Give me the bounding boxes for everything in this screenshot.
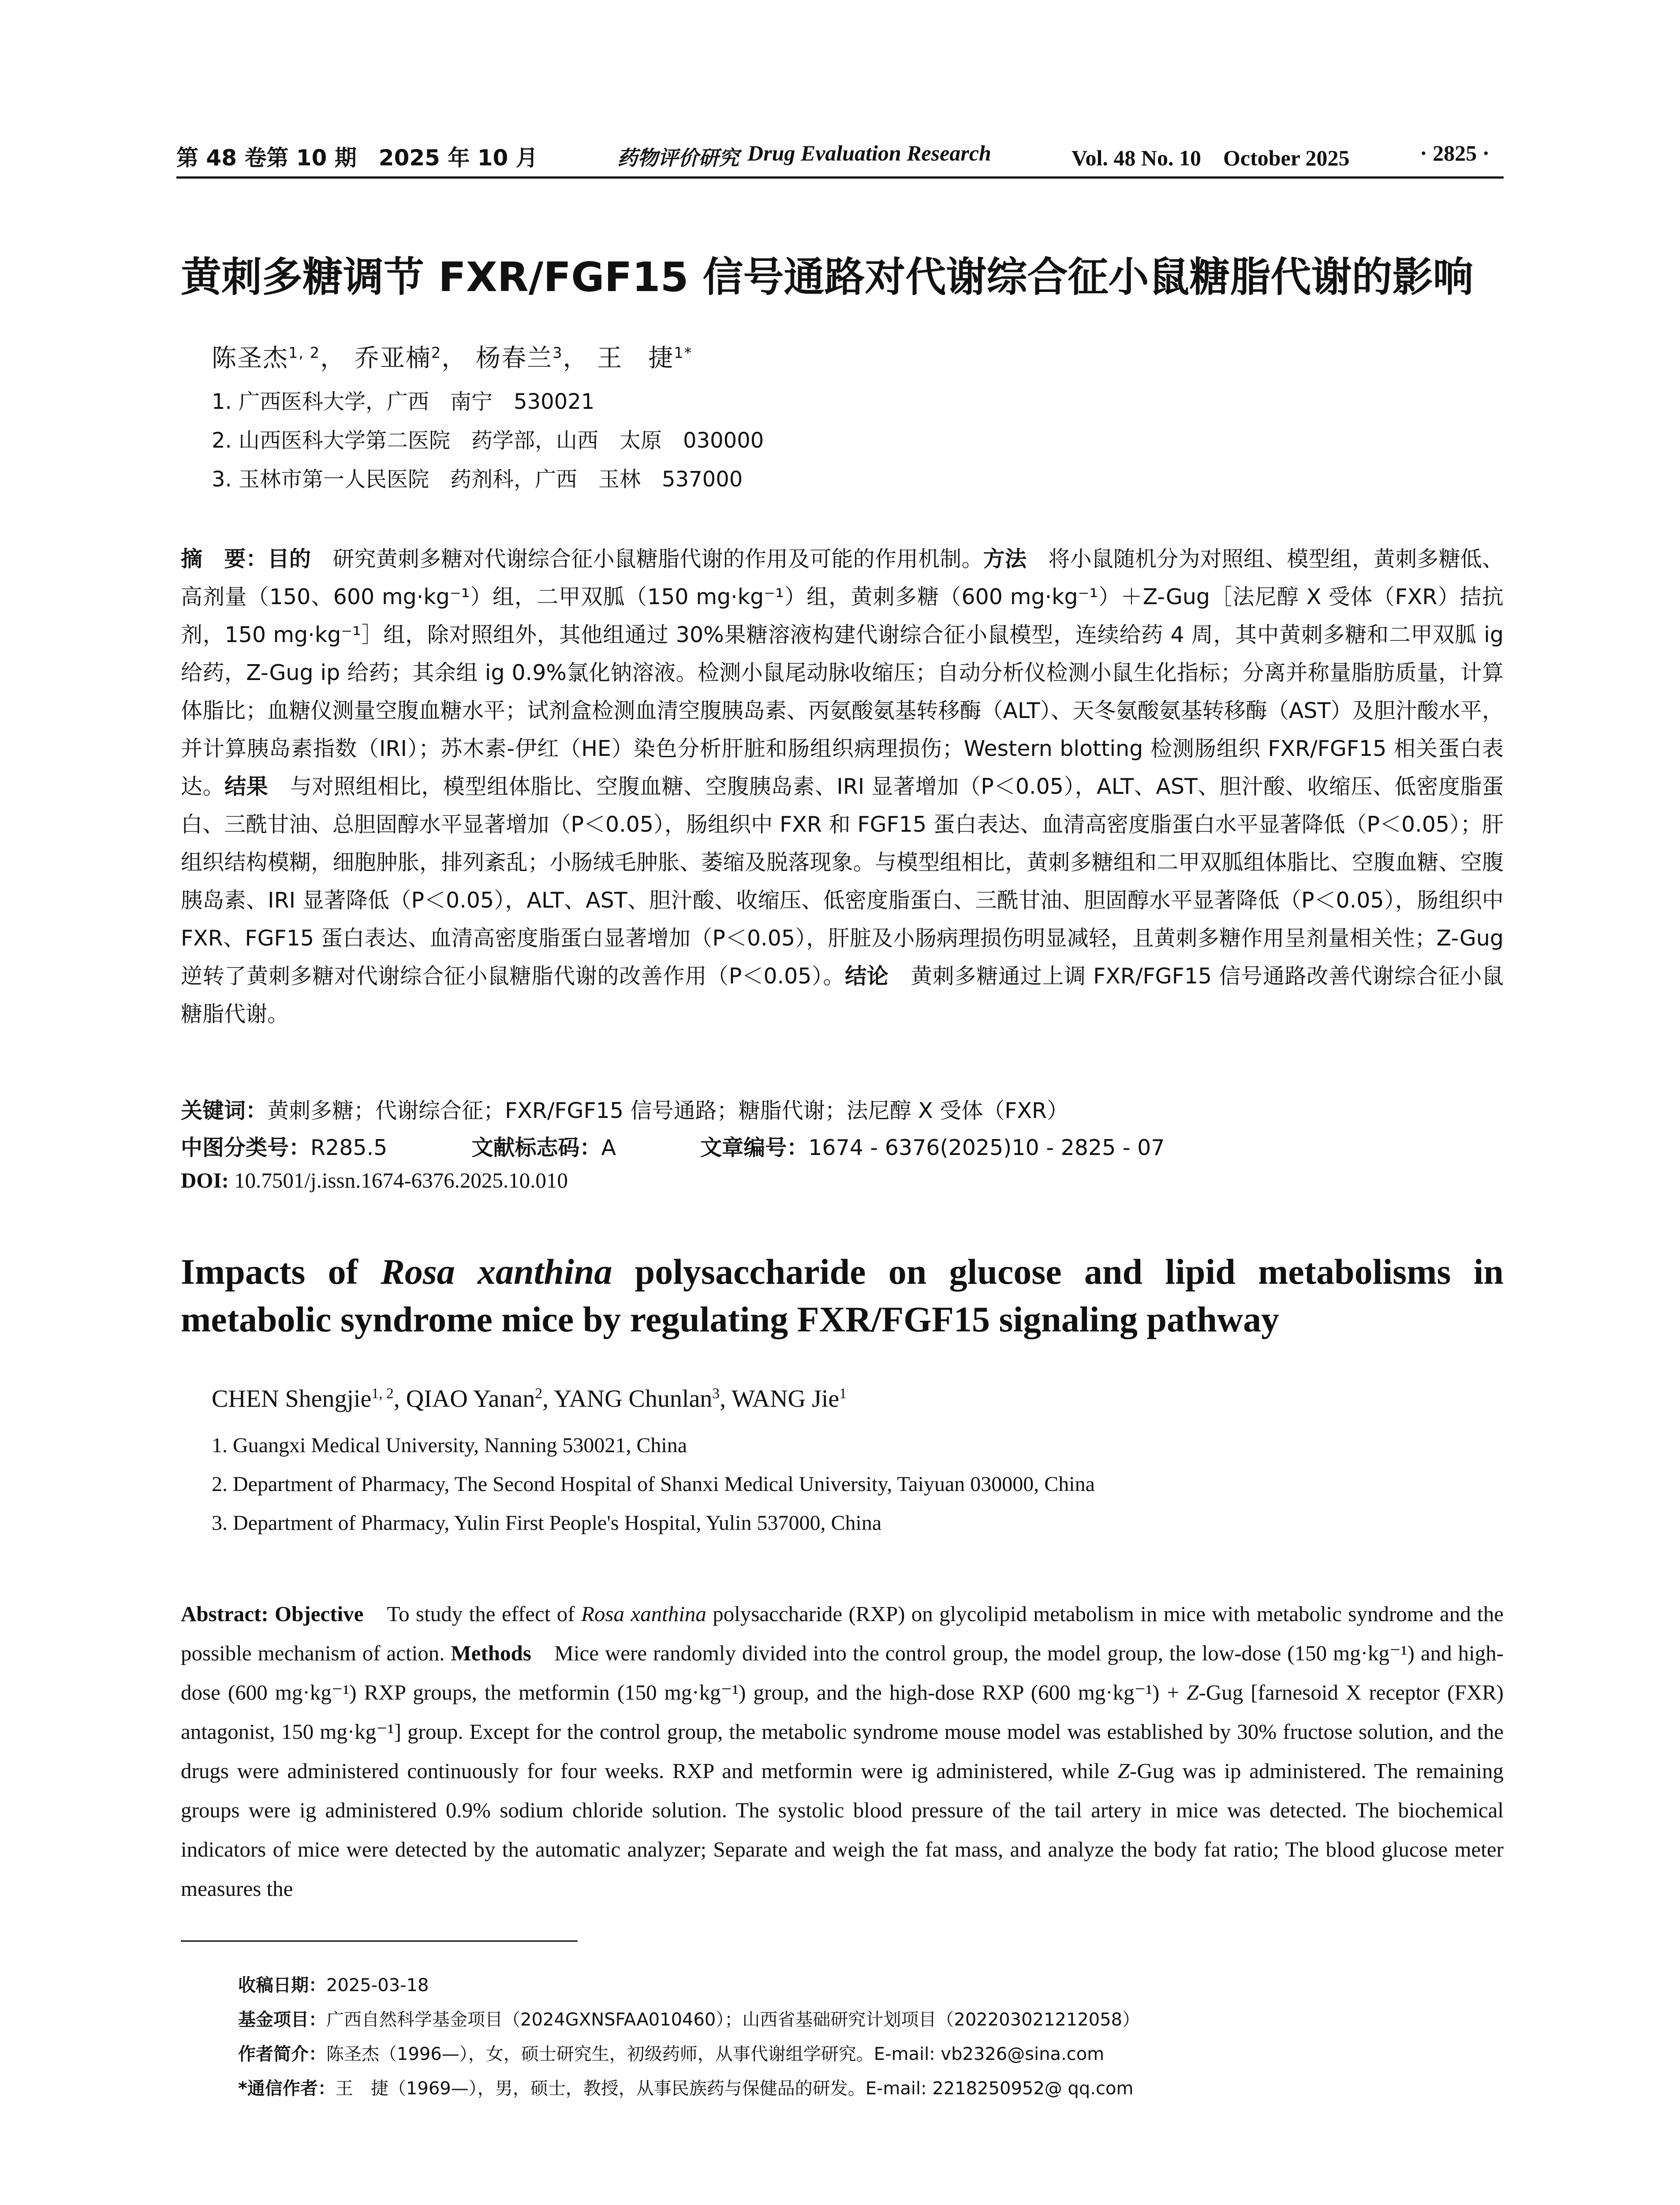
clc-label: 中图分类号：	[181, 1135, 311, 1160]
en-abstract-text: To study the effect of	[363, 1602, 581, 1626]
abstract-label: 摘 要：	[181, 546, 268, 572]
author-affil-sup: 3	[712, 1385, 720, 1402]
running-header	[176, 140, 1504, 180]
doi-label: DOI:	[181, 1168, 229, 1192]
author-affil-sup: 1, 2	[371, 1385, 394, 1402]
author-sep: ,	[720, 1385, 732, 1413]
cn-affiliation: 2. 山西医科大学第二医院 药学部，山西 太原 030000	[212, 428, 764, 453]
author-name: 陈圣杰	[212, 344, 288, 373]
article-no-label: 文章编号：	[700, 1135, 809, 1160]
en-abstract-text: polysaccharide (RXP) on glycolipid metabolism in mice with metabolic syndrome and the possible mechanism of action.	[181, 1602, 1504, 1665]
objective-label: 目的	[267, 546, 311, 572]
fund-label: 基金项目：	[238, 2010, 326, 2030]
en-abstract-text: Mice were randomly divided into the control group, the model group, the low-dose (150 mg·kg⁻¹) and high-dose (600 mg·kg⁻¹) RXP groups, the metformin (150 mg·kg⁻¹) group, and the high-dose RXP (600 mg·kg⁻¹) +	[181, 1641, 1504, 1704]
received-label: 收稿日期：	[238, 1975, 326, 1996]
en-abstract-text: -Gug [farnesoid X receptor (FXR) antagonist, 150 mg·kg⁻¹] group. Except for the control group, the metabolic syndrome mouse model was established by 30% fructose solution, and the drugs were administered continuously for four weeks. RXP and metformin were ig administered, while	[181, 1680, 1504, 1783]
author-sep: ,	[393, 1385, 406, 1413]
cn-abstract	[181, 540, 1504, 1033]
author-affil-sup: 2	[431, 344, 442, 362]
fund-value: 广西自然科学基金项目（2024GXNSFAA010460）；山西省基础研究计划项目（202203021212058）	[326, 2010, 1140, 2030]
issue-en: Vol. 48 No. 10 October 2025	[1071, 146, 1350, 170]
en-zgug-italic: Z	[1117, 1759, 1130, 1783]
en-abstract-text: -Gug was ip administered. The remaining groups were ig administered 0.9% sodium chloride solution. The systolic blood pressure of the tail artery in mice was detected. The biochemical indicators of mice were detected by the automatic analyzer; Separate and weigh the fat mass, and analyze the body fat ratio; The blood glucose meter measures the	[181, 1759, 1504, 1901]
received-value: 2025-03-18	[326, 1975, 429, 1996]
author-name: 王 捷	[597, 344, 674, 373]
en-title-post: polysaccharide on glucose and lipid metabolisms in metabolic syndrome mice by regulating FXR/FGF15 signaling pathway	[181, 1252, 1504, 1339]
cn-authors	[212, 339, 692, 374]
author-name: CHEN Shengjie	[212, 1385, 372, 1413]
en-abstract-label: Abstract: Objective	[181, 1602, 364, 1626]
en-title-pre: Impacts of	[181, 1252, 381, 1292]
author-sep: ，	[563, 344, 589, 373]
author-name: YANG Chunlan	[553, 1385, 713, 1413]
author-sep: ，	[441, 344, 467, 373]
article-no-value: 1674 - 6376(2025)10 - 2825 - 07	[808, 1135, 1165, 1160]
footnote-rule	[181, 1940, 578, 1942]
bio-value: 陈圣杰（1996—），女，硕士研究生，初级药师，从事代谢组学研究。E-mail: vb2326@sina.com	[326, 2044, 1105, 2064]
doc-code-value: A	[601, 1135, 616, 1160]
cn-affiliation: 1. 广西医科大学，广西 南宁 530021	[212, 389, 595, 414]
cn-affiliation: 3. 玉林市第一人民医院 药剂科，广西 玉林 537000	[212, 467, 743, 492]
results-label: 结果	[224, 774, 269, 799]
conclusion-label: 结论	[845, 964, 889, 989]
keywords-text: 黄刺多糖；代谢综合征；FXR/FGF15 信号通路；糖脂代谢；法尼醇 X 受体（FXR）	[267, 1098, 1069, 1123]
en-authors	[212, 1385, 847, 1413]
header-rule	[176, 176, 1504, 179]
author-affil-sup: 1, 2	[288, 344, 321, 362]
en-abstract	[181, 1594, 1504, 1908]
results-text: 与对照组相比，模型组体脂比、空腹血糖、空腹胰岛素、IRI 显著增加（P＜0.05），ALT、AST、胆汁酸、收缩压、低密度脂蛋白、三酰甘油、总胆固醇水平显著增加（P＜0.05），肠组织中 FXR 和 FGF15 蛋白表达、血清高密度脂蛋白水平显著降低（P＜0.05）；肝组织结构模糊，细胞肿胀，排列紊乱；小肠绒毛肿胀、萎缩及脱落现象。与模型组相比，黄刺多糖组和二甲双胍组体脂比、空腹血糖、空腹胰岛素、IRI 显著降低（P＜0.05），ALT、AST、胆汁酸、收缩压、低密度脂蛋白、三酰甘油、胆固醇水平显著降低（P＜0.05），肠组织中 FXR、FGF15 蛋白表达、血清高密度脂蛋白显著增加（P＜0.05），肝脏及小肠病理损伤明显减轻，且黄刺多糖作用呈剂量相关性；Z-Gug 逆转了黄刺多糖对代谢综合征小鼠糖脂代谢的改善作用（P＜0.05）。	[181, 774, 1504, 989]
objective-text: 研究黄刺多糖对代谢综合征小鼠糖脂代谢的作用及可能的作用机制。	[311, 546, 983, 572]
en-affiliation: 2. Department of Pharmacy, The Second Hospital of Shanxi Medical University, Taiyuan 030000, China	[212, 1472, 1095, 1496]
footnote-received	[238, 1971, 429, 1996]
author-name: 杨春兰	[476, 344, 553, 373]
author-name: WANG Jie	[732, 1385, 840, 1413]
cn-keywords	[181, 1094, 1068, 1125]
journal-name-en: Drug Evaluation Research	[747, 141, 991, 165]
doc-code-label: 文献标志码：	[471, 1135, 601, 1160]
methods-label: 方法	[983, 546, 1027, 572]
en-affiliation: 3. Department of Pharmacy, Yulin First People's Hospital, Yulin 537000, China	[212, 1511, 882, 1535]
footnote-fund	[238, 2006, 1140, 2031]
issue-cn: 第 48 卷第 10 期 2025 年 10 月	[176, 145, 538, 171]
corr-label: *通信作者：	[238, 2078, 336, 2099]
author-sep: ，	[320, 344, 346, 373]
en-title-species: Rosa xanthina	[381, 1252, 612, 1292]
author-affil-sup: 3	[553, 344, 563, 362]
conclusion-text: 黄刺多糖通过上调 FXR/FGF15 信号通路改善代谢综合征小鼠糖脂代谢。	[181, 964, 1504, 1027]
footnote-author-bio	[238, 2040, 1104, 2065]
corr-value: 王 捷（1969—），男，硕士，教授，从事民族药与保健品的研发。E-mail: 2218250952@ qq.com	[335, 2078, 1134, 2099]
en-abstract-species: Rosa xanthina	[581, 1602, 706, 1626]
journal-logo-cn: 药物评价研究	[617, 146, 739, 170]
author-affil-sup: 1*	[674, 344, 693, 362]
author-name: 乔亚楠	[354, 344, 431, 373]
page-number: · 2825 ·	[1420, 141, 1490, 165]
bio-label: 作者简介：	[238, 2044, 326, 2064]
keywords-label: 关键词：	[181, 1098, 268, 1123]
author-name: QIAO Yanan	[406, 1385, 535, 1413]
methods-text: 将小鼠随机分为对照组、模型组，黄刺多糖低、高剂量（150、600 mg·kg⁻¹）组，二甲双胍（150 mg·kg⁻¹）组，黄刺多糖（600 mg·kg⁻¹）＋Z-Gug［法尼醇 X 受体（FXR）拮抗剂，150 mg·kg⁻¹］组，除对照组外，其他组通过 30%果糖溶液构建代谢综合征小鼠模型，连续给药 4 周，其中黄刺多糖和二甲双胍 ig 给药，Z-Gug ip 给药；其余组 ig 0.9%氯化钠溶液。检测小鼠尾动脉收缩压；自动分析仪检测小鼠生化指标；分离并称量脂肪质量，计算体脂比；血糖仪测量空腹血糖水平；试剂盒检测血清空腹胰岛素、丙氨酸氨基转移酶（ALT）、天冬氨酸氨基转移酶（AST）及胆汁酸水平，并计算胰岛素指数（IRI）；苏木素-伊红（HE）染色分析肝脏和肠组织病理损伤；Western blotting 检测肠组织 FXR/FGF15 相关蛋白表达。	[181, 546, 1504, 799]
doi-value: 10.7501/j.issn.1674-6376.2025.10.010	[228, 1168, 568, 1192]
footnote-corresponding	[238, 2074, 1133, 2100]
author-affil-sup: 1	[839, 1385, 847, 1402]
cn-classification	[181, 1131, 1165, 1162]
en-methods-label: Methods	[451, 1641, 531, 1665]
author-affil-sup: 2	[535, 1385, 543, 1402]
cn-doi	[181, 1168, 568, 1193]
cn-title: 黄刺多糖调节 FXR/FGF15 信号通路对代谢综合征小鼠糖脂代谢的影响	[181, 254, 1474, 301]
en-title	[181, 1248, 1504, 1343]
author-sep: ,	[542, 1385, 554, 1413]
en-zgug-italic: Z	[1187, 1680, 1199, 1704]
en-affiliation: 1. Guangxi Medical University, Nanning 530021, China	[212, 1434, 687, 1457]
clc-value: R285.5	[310, 1135, 388, 1160]
